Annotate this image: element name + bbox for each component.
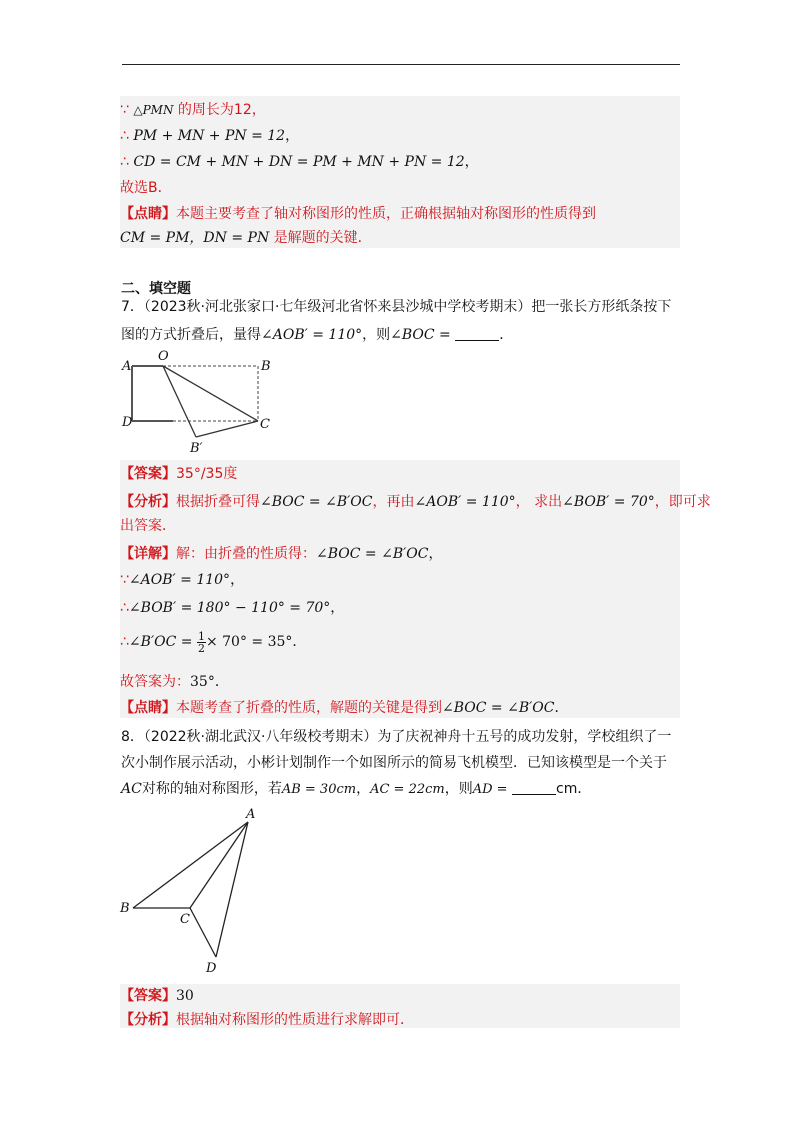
answer-box-q7 [120,460,711,718]
label-O: O [158,349,169,364]
answer-line: 【答案】30 [120,988,194,1004]
label-D: D [122,415,133,430]
fig-edge-AC [190,822,248,908]
label-D: D [206,961,217,976]
fold-figure [118,346,278,456]
detail-line: ∴∠BOB′ = 180° − 110° = 70°， [120,600,345,616]
answer-blank [455,326,499,341]
solution-line: CM = PM，DN = PN 是解题的关键． [120,230,372,246]
detail-line: ∴∠B′OC = $\frac{1}{2}$ × 70° = 35°． [120,629,307,655]
final-answer-line: 故答案为：35°． [120,674,229,690]
fig-edge-CD [190,908,216,957]
label-B: B [261,359,271,374]
solution-box-q6 [120,96,680,248]
question-7-line: 7．（2023秋·河北张家口·七年级河北省怀来县沙城中学校考期末）把一张长方形纸条按下 [121,299,672,315]
answer-blank [512,780,556,795]
detail-line: 【详解】解：由折叠的性质得：∠BOC = ∠B′OC， [120,546,443,562]
question-8-line: AC对称的轴对称图形，若AB = 30cm，AC = 22cm，则AD = cm． [121,781,592,797]
airplane-model-figure [118,806,268,981]
answer-box-q8 [120,984,680,1028]
question-7-line: 图的方式折叠后，量得∠AOB′ = 110°，则∠BOC = ． [121,327,514,343]
label-A: A [122,359,132,374]
question-8-line: 8．（2022秋·湖北武汉·八年级校考期末）为了庆祝神舟十五号的成功发射，学校组织了一 [121,729,672,745]
solution-line: 故选B． [120,180,172,196]
label-B-prime: B′ [190,441,203,456]
fig-fold-line [163,366,258,421]
label-C: C [260,417,270,432]
label-C: C [180,912,190,927]
solution-line: ∴ CD = CM + MN + DN = PM + MN + PN = 12， [120,154,479,170]
fraction: $\frac{1}{2}$ [197,629,205,655]
solution-line: ∴ PM + MN + PN = 12， [120,128,300,144]
comment-line: 【点睛】本题考查了折叠的性质，解题的关键是得到∠BOC = ∠B′OC． [120,700,569,716]
fig-edge [163,366,196,437]
analysis-line: 【分析】根据折叠可得∠BOC = ∠B′OC，再由∠AOB′ = 110°， 求出∠BOB′ = 70°，即可求 [120,494,711,510]
answer-line: 【答案】35°/35度 [120,466,238,482]
question-8-line: 次小制作展示活动，小彬计划制作一个如图所示的简易飞机模型．已知该模型是一个关于 [121,755,667,771]
label-B: B [120,901,130,916]
section-title: 二、填空题 [121,281,191,297]
solution-line: 【点睛】本题主要考查了轴对称图形的性质，正确根据轴对称图形的性质得到 [120,206,596,222]
header-rule [122,64,680,65]
label-A: A [246,807,256,822]
fig-edge [196,421,258,437]
detail-line: ∵∠AOB′ = 110°， [120,572,245,588]
analysis-line: 出答案． [120,518,176,534]
solution-line: ∵ △PMN 的周长为12， [120,102,266,118]
analysis-line: 【分析】根据轴对称图形的性质进行求解即可． [120,1012,414,1028]
